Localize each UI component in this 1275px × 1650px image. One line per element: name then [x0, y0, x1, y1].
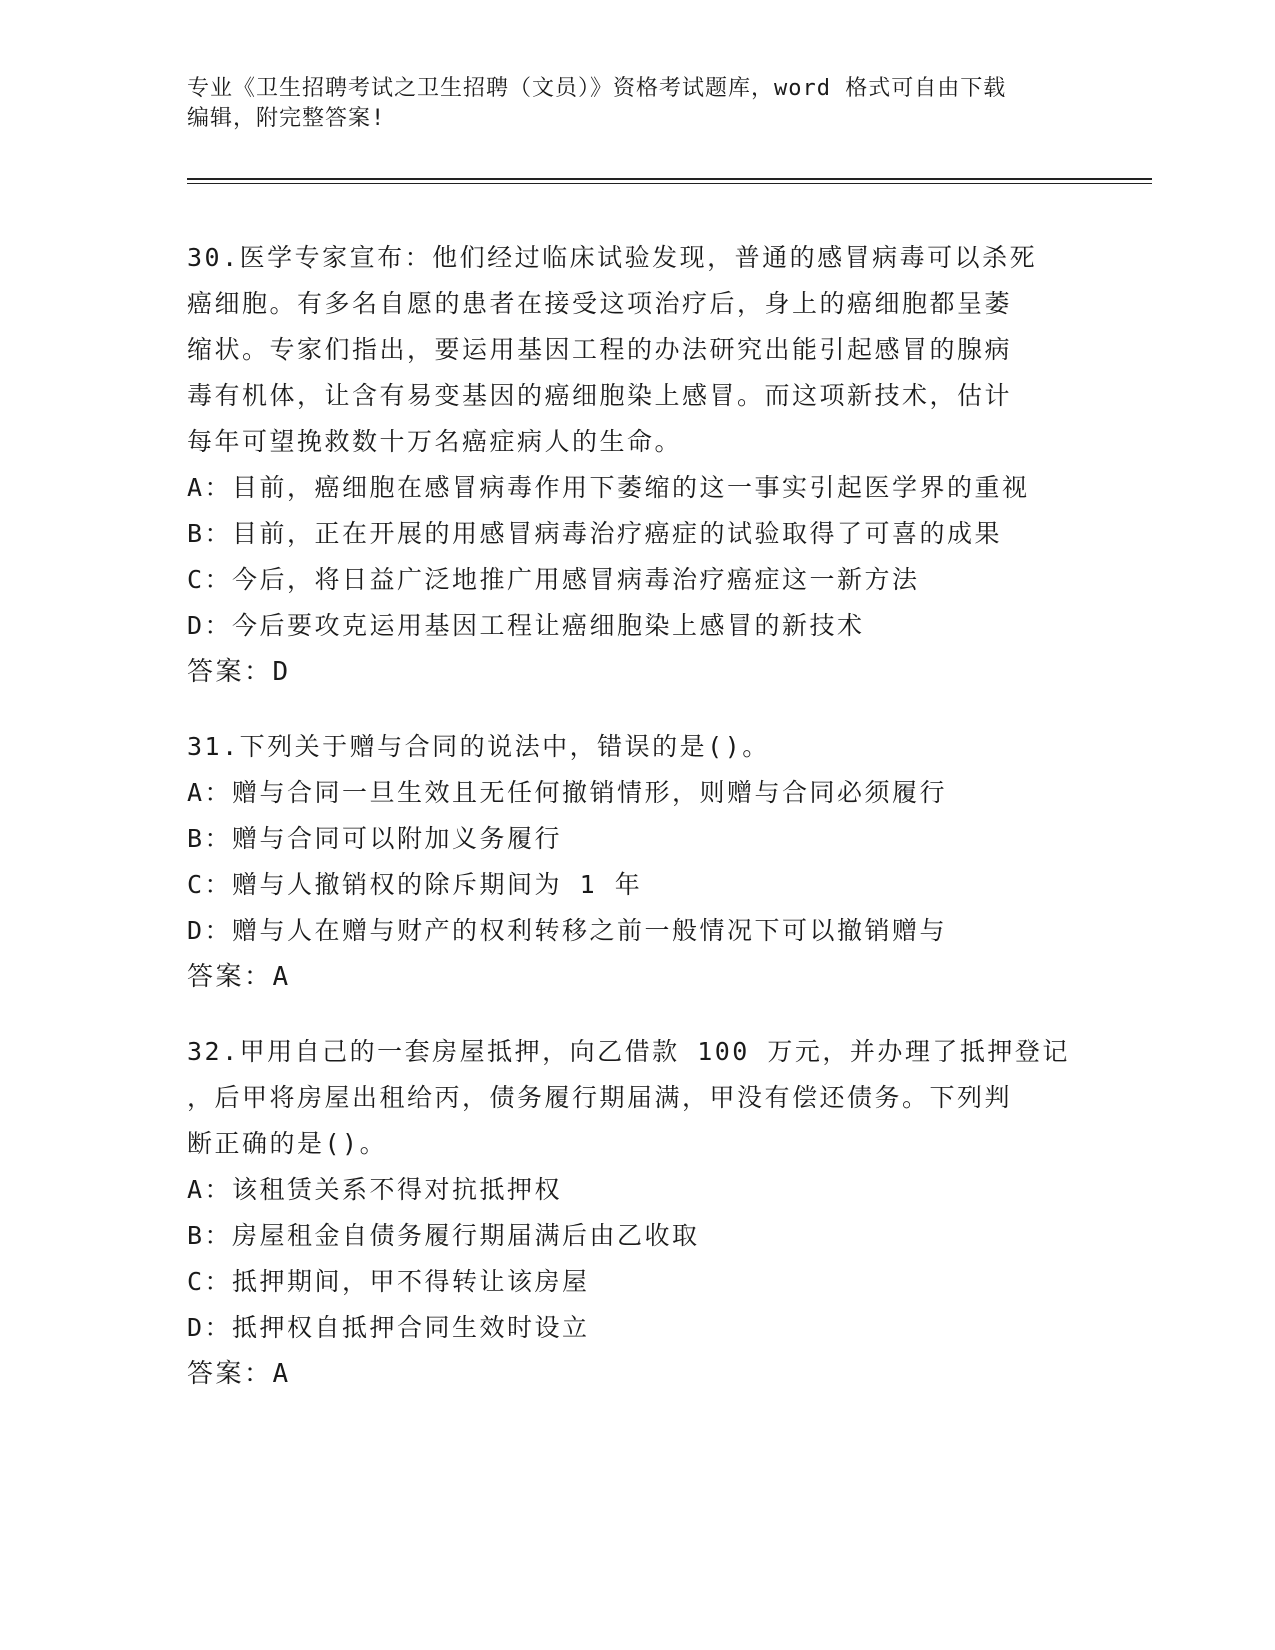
question-32	[187, 1029, 1077, 1397]
stem-line: 癌细胞。有多名自愿的患者在接受这项治疗后，身上的癌细胞都呈萎	[187, 289, 1013, 318]
question-stem	[187, 235, 1077, 465]
question-stem	[187, 1029, 1077, 1167]
header-divider-thick	[187, 178, 1152, 180]
header-line-2: 编辑，附完整答案!	[187, 106, 386, 131]
stem-line: 30.医学专家宣布：他们经过临床试验发现，普通的感冒病毒可以杀死	[187, 243, 1038, 272]
stem-line: 31.下列关于赠与合同的说法中，错误的是()。	[187, 732, 770, 761]
option-c: C：今后，将日益广泛地推广用感冒病毒治疗癌症这一新方法	[187, 565, 920, 594]
stem-line: ，后甲将房屋出租给丙，债务履行期届满，甲没有偿还债务。下列判	[187, 1083, 1013, 1112]
option-b: B：赠与合同可以附加义务履行	[187, 824, 563, 853]
header-line-1: 专业《卫生招聘考试之卫生招聘（文员）》资格考试题库，word 格式可自由下载	[187, 76, 1007, 101]
stem-line: 32.甲用自己的一套房屋抵押，向乙借款 100 万元，并办理了抵押登记	[187, 1037, 1070, 1066]
option-b: B：目前，正在开展的用感冒病毒治疗癌症的试验取得了可喜的成果	[187, 519, 1003, 548]
stem-line: 毒有机体，让含有易变基因的癌细胞染上感冒。而这项新技术，估计	[187, 381, 1013, 410]
answer-label: 答案：D	[187, 657, 291, 687]
option-a: A：该租赁关系不得对抗抵押权	[187, 1175, 563, 1204]
question-30	[187, 235, 1077, 695]
option-a: A：赠与合同一旦生效且无任何撤销情形，则赠与合同必须履行	[187, 778, 948, 807]
stem-line: 断正确的是()。	[187, 1129, 388, 1158]
option-c: C：赠与人撤销权的除斥期间为 1 年	[187, 870, 643, 899]
question-31	[187, 724, 1077, 1000]
option-d: D：抵押权自抵押合同生效时设立	[187, 1313, 590, 1342]
header-divider-thin	[187, 183, 1152, 184]
option-d: D：今后要攻克运用基因工程让癌细胞染上感冒的新技术	[187, 611, 865, 640]
option-b: B：房屋租金自债务履行期届满后由乙收取	[187, 1221, 700, 1250]
question-stem	[187, 724, 1077, 770]
question-list	[187, 235, 1077, 1426]
answer-label: 答案：A	[187, 1359, 291, 1389]
option-d: D：赠与人在赠与财产的权利转移之前一般情况下可以撤销赠与	[187, 916, 948, 945]
option-a: A：目前，癌细胞在感冒病毒作用下萎缩的这一事实引起医学界的重视	[187, 473, 1030, 502]
stem-line: 缩状。专家们指出，要运用基因工程的办法研究出能引起感冒的腺病	[187, 335, 1013, 364]
answer-label: 答案：A	[187, 962, 291, 992]
option-c: C：抵押期间，甲不得转让该房屋	[187, 1267, 590, 1296]
stem-line: 每年可望挽救数十万名癌症病人的生命。	[187, 427, 683, 456]
document-header	[187, 74, 1067, 134]
